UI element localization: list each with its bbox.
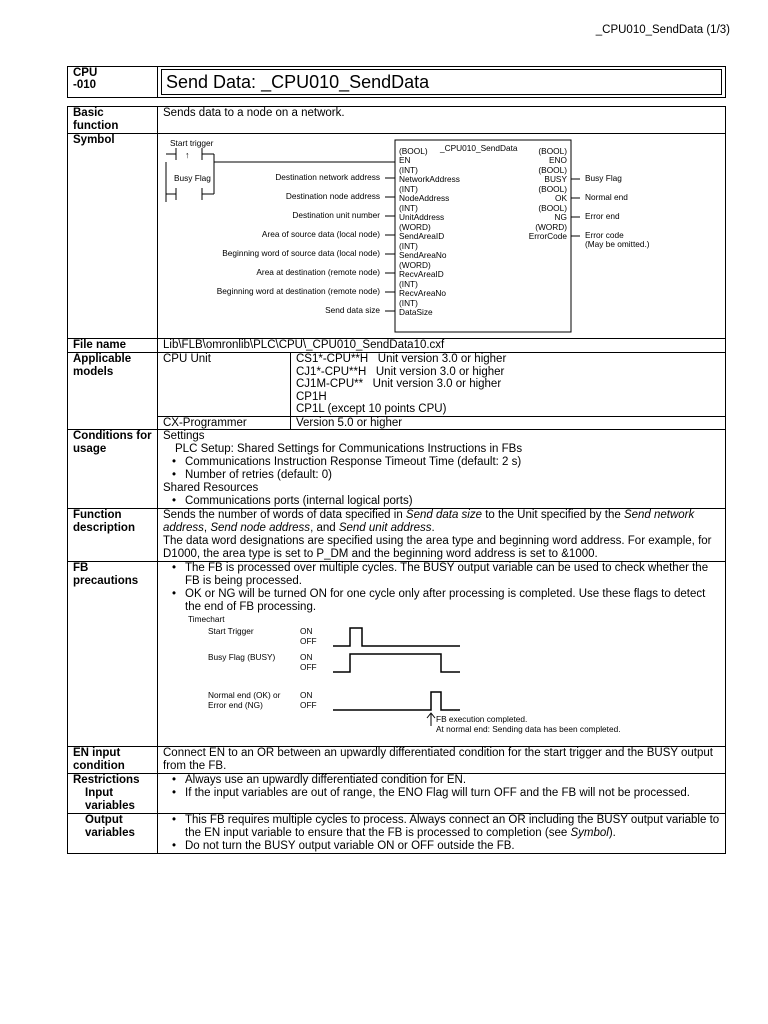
input-variable: RecvAreaNo	[399, 288, 447, 298]
input-restriction-bullet: • Always use an upwardly differentiated condition for EN.	[185, 774, 720, 787]
output-variable: ErrorCode	[528, 231, 567, 241]
signal-on-label: ON	[300, 690, 313, 700]
input-description: Area of source data (local node)	[261, 229, 380, 239]
signal-on-label: ON	[300, 626, 313, 636]
signal-waveform	[333, 692, 460, 710]
function-block-sheet	[67, 66, 726, 854]
input-variables-label: Input variables	[85, 787, 135, 812]
input-description: Destination unit number	[292, 210, 380, 220]
input-type: (INT)	[399, 203, 418, 213]
fb-precautions-label: FB precautions	[68, 562, 158, 747]
output-restriction-bullet: • Do not turn the BUSY output variable ON or OFF outside the FB.	[185, 840, 720, 853]
output-variable: BUSY	[544, 174, 567, 184]
output-variable: OK	[555, 193, 567, 203]
output-variable: ENO	[549, 155, 567, 165]
condition-bullet: • Communications Instruction Response Timeout Time (default: 2 s)	[185, 456, 720, 469]
output-description: (May be omitted.)	[585, 239, 650, 249]
precaution-bullet: • The FB is processed over multiple cycles. The BUSY output variable can be used to check whether the FB is being processed.	[185, 562, 720, 588]
input-type: (BOOL)	[399, 146, 428, 156]
cpu-unit-model: CJ1*-CPU**H Unit version 3.0 or higher	[296, 365, 505, 378]
input-type: (INT)	[399, 165, 418, 175]
page-header: _CPU010_SendData (1/3)	[595, 24, 730, 36]
signal-off-label: OFF	[300, 636, 317, 646]
file-name-text: Lib\FLB\omronlib\PLC\CPU\_CPU010_SendData10.cxf	[158, 339, 726, 353]
signal-off-label: OFF	[300, 662, 317, 672]
signal-name: Error end (NG)	[208, 700, 263, 710]
output-description: Error end	[585, 211, 620, 221]
input-type: (WORD)	[399, 222, 431, 232]
settings-heading: Settings	[163, 430, 205, 442]
basic-function-text: Sends data to a node on a network.	[158, 107, 726, 134]
function-description-label: Function description	[68, 509, 158, 562]
input-variable: EN	[399, 155, 411, 165]
basic-function-label: Basic function	[68, 107, 158, 134]
output-description: Error code	[585, 230, 624, 240]
output-variable: NG	[554, 212, 567, 222]
file-name-label: File name	[68, 339, 158, 353]
en-input-text: Connect EN to an OR between an upwardly differentiated condition for the start trigger and the BUSY output from the FB.	[158, 747, 726, 774]
output-type: (WORD)	[535, 222, 567, 232]
restrictions-label: Restrictions	[73, 774, 140, 786]
cpu-unit-model: CS1*-CPU**H Unit version 3.0 or higher	[296, 353, 507, 365]
input-variable: NetworkAddress	[399, 174, 460, 184]
signal-waveform	[333, 654, 460, 672]
timechart-note: FB execution completed.	[436, 714, 528, 724]
condition-bullet: • Number of retries (default: 0)	[185, 469, 720, 482]
page-title: Send Data: _CPU010_SendData	[161, 69, 722, 95]
input-description: Area at destination (remote node)	[256, 267, 380, 277]
signal-waveform	[333, 628, 460, 646]
input-type: (INT)	[399, 279, 418, 289]
input-description: Beginning word of source data (local node)	[222, 248, 380, 258]
output-restriction-bullet: • This FB requires multiple cycles to process. Always connect an OR including the BUSY output variable to the EN input variable to ensure that the FB is processed to completion (see Symbol).	[185, 814, 720, 840]
signal-name: Start Trigger	[208, 626, 254, 636]
input-type: (INT)	[399, 184, 418, 194]
input-type: (WORD)	[399, 260, 431, 270]
cx-programmer-label: CX-Programmer	[158, 416, 291, 429]
input-restriction-bullet: • If the input variables are out of range, the ENO Flag will turn OFF and the FB will not be processed.	[185, 787, 720, 800]
input-variable: NodeAddress	[399, 193, 450, 203]
signal-name: Busy Flag (BUSY)	[208, 652, 276, 662]
input-type: (INT)	[399, 241, 418, 251]
input-variable: SendAreaNo	[399, 250, 447, 260]
cpu-label: CPU -010	[68, 67, 158, 98]
signal-off-label: OFF	[300, 700, 317, 710]
timechart-diagram	[163, 614, 723, 742]
start-trigger-label: Start trigger	[170, 138, 214, 148]
applicable-models-label: Applicable models	[68, 353, 158, 430]
cpu-unit-model: CP1L (except 10 points CPU)	[296, 403, 447, 415]
output-description: Normal end	[585, 192, 628, 202]
input-variable: DataSize	[399, 307, 433, 317]
shared-resource-bullet: • Communications ports (internal logical ports)	[185, 495, 720, 508]
timechart-title: Timechart	[188, 614, 225, 624]
output-type: (BOOL)	[538, 165, 567, 175]
en-input-label: EN input condition	[68, 747, 158, 774]
conditions-label: Conditions for usage	[68, 430, 158, 509]
output-description: Busy Flag	[585, 173, 622, 183]
output-variables-label: Output variables	[85, 814, 135, 839]
fb-symbol-diagram	[158, 134, 726, 334]
busy-flag-contact-label: Busy Flag	[174, 173, 211, 183]
input-description: Destination network address	[275, 172, 380, 182]
fb-name: _CPU010_SendData	[440, 143, 518, 153]
output-type: (BOOL)	[538, 184, 567, 194]
signal-on-label: ON	[300, 652, 313, 662]
input-description: Send data size	[325, 305, 380, 315]
cpu-unit-model: CJ1M-CPU** Unit version 3.0 or higher	[296, 378, 502, 390]
up-diff-icon: ↑	[185, 150, 190, 160]
cpu-unit-label: CPU Unit	[158, 353, 291, 416]
input-variable: UnitAddress	[399, 212, 445, 222]
input-type: (INT)	[399, 298, 418, 308]
function-description-text: Sends the number of words of data specified in Send data size to the Unit specified by the Send network address, Send node address, and Send unit address. The data word designations are specified using the area type and beginning word address. For example, for D1000, the area type is set to P_DM and the beginning word address is set to &1000.	[158, 509, 726, 562]
output-type: (BOOL)	[538, 203, 567, 213]
input-description: Destination node address	[285, 191, 380, 201]
shared-resources-heading: Shared Resources	[163, 482, 259, 494]
input-variable: SendAreaID	[399, 231, 445, 241]
precaution-bullet: • OK or NG will be turned ON for one cycle only after processing is completed. Use these flags to detect the end of FB processing.	[185, 588, 720, 614]
output-type: (BOOL)	[538, 146, 567, 156]
symbol-label: Symbol	[68, 134, 158, 339]
cpu-unit-model: CP1H	[296, 390, 327, 403]
timechart-note: At normal end: Sending data has been completed.	[436, 724, 621, 734]
input-variable: RecvAreaID	[399, 269, 444, 279]
input-description: Beginning word at destination (remote node)	[216, 286, 380, 296]
cx-programmer-version: Version 5.0 or higher	[296, 416, 403, 429]
signal-name: Normal end (OK) or	[208, 690, 281, 700]
plc-setup-text: PLC Setup: Shared Settings for Communications Instructions in FBs	[175, 443, 523, 455]
